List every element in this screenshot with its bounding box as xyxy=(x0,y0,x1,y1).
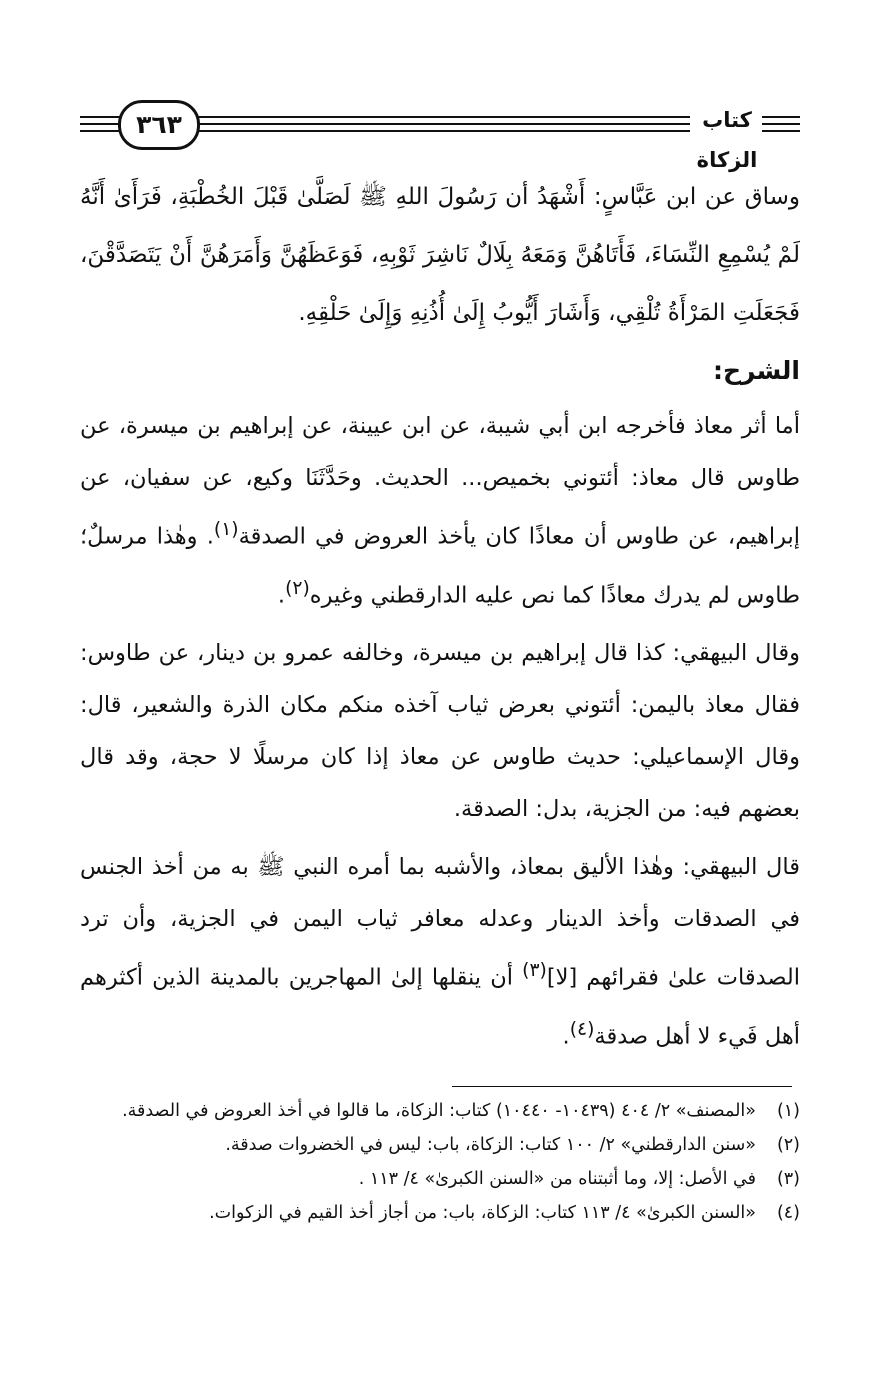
header-rule xyxy=(190,130,690,132)
footnote xyxy=(80,1162,800,1196)
footnote-number: (١) xyxy=(776,1101,800,1121)
footnote-number: (٣) xyxy=(776,1169,800,1189)
header-rule xyxy=(760,116,800,118)
header-rule xyxy=(80,130,120,132)
paragraph-text: . xyxy=(562,1023,570,1049)
page-body xyxy=(80,168,800,1062)
footnote-text: «السنن الكبرىٰ» ٤/ ١١٣ كتاب: الزكاة، باب: من أجاز أخذ القيم في الزكوات. xyxy=(209,1203,756,1223)
header-rule xyxy=(190,116,690,118)
footnote-text: «المصنف» ٢/ ٤٠٤ (١٠٤٣٩- ١٠٤٤٠) كتاب: الزكاة، ما قالوا في أخذ العروض في الصدقة. xyxy=(122,1101,756,1121)
header-rule xyxy=(760,123,800,125)
paragraph xyxy=(80,400,800,621)
page-header xyxy=(80,92,800,172)
paragraph-text: . xyxy=(277,582,286,608)
paragraph: وقال البيهقي: كذا قال إبراهيم بن ميسرة، وخالفه عمرو بن دينار، عن طاوس: فقال معاذ باليمن: أئتوني بعرض ثياب آخذه منكم مكان الذرة والشعير، قال: وقال الإسماعيلي: حديث طاوس عن معاذ إذا كان مرسلًا لا حجة، وقد قال بعضهم فيه: من الجزية، بدل: الصدقة. xyxy=(80,640,800,822)
footnote-separator xyxy=(452,1086,792,1087)
footnote xyxy=(80,1196,800,1230)
paragraph xyxy=(80,841,800,1062)
footnote xyxy=(80,1128,800,1162)
page-number: ٣٦٣ xyxy=(118,100,200,150)
section-heading: الشرح: xyxy=(713,356,800,385)
header-rule xyxy=(80,116,120,118)
footnote-ref: (٤) xyxy=(569,1018,595,1040)
footnote-text: في الأصل: إلا، وما أثبتناه من «السنن الكبرىٰ» ٤/ ١١٣ . xyxy=(358,1169,756,1189)
header-rule xyxy=(80,123,120,125)
footnote-text: «سنن الدارقطني» ٢/ ١٠٠ كتاب: الزكاة، باب: ليس في الخضروات صدقة. xyxy=(225,1135,756,1155)
paragraph-text: قال البيهقي: وهٰذا الأليق بمعاذ، والأشبه بما أمره النبي ﷺ به من أخذ الجنس في الصدقات وأخذ الدينار وعدله معافر ثياب اليمن في الجزية، وأن ترد الصدقات علىٰ فقرائهم [لا] xyxy=(80,854,800,991)
footnotes xyxy=(80,1094,800,1230)
footnote-number: (٢) xyxy=(776,1135,800,1155)
paragraph-text: أن ينقلها إلىٰ المهاجرين بالمدينة الذين أكثرهم أهل فَيء لا أهل صدقة xyxy=(80,964,800,1049)
footnote-number: (٤) xyxy=(776,1203,800,1223)
hadith-text: وساق عن ابن عَبَّاسٍ: أَشْهَدُ أن رَسُولَ اللهِ ﷺ لَصَلَّىٰ قَبْلَ الخُطْبَةِ، فَرَأَىٰ أَنَّهُ لَمْ يُسْمِعِ النِّسَاءَ، فَأَتَاهُنَّ وَمَعَهُ بِلَالٌ نَاشِرَ ثَوْبِهِ، فَوَعَظَهُنَّ وَأَمَرَهُنَّ أَنْ يَتَصَدَّقْنَ، فَجَعَلَتِ المَرْأَةُ تُلْقِي، وَأَشَارَ أَيُّوبُ إِلَىٰ أُذُنِهِ وَإِلَىٰ حَلْقِهِ. xyxy=(80,184,800,326)
header-rule xyxy=(190,123,690,125)
running-title: كتاب الزكاة xyxy=(692,100,762,180)
footnote-ref: (٣) xyxy=(522,960,547,981)
paragraph-text: أما أثر معاذ فأخرجه ابن أبي شيبة، عن ابن عيينة، عن إبراهيم بن ميسرة، عن طاوس قال معاذ: أئتوني بخميص... الحديث. وحَدَّثَنَا وكيع، عن سفيان، عن إبراهيم، عن طاوس أن معاذًا كان يأخذ العروض في الصدقة xyxy=(80,413,800,550)
footnote xyxy=(80,1094,800,1128)
header-rule xyxy=(760,130,800,132)
footnote-ref: (٢) xyxy=(285,577,310,599)
footnote-ref: (١) xyxy=(213,519,239,540)
paragraph-text: . وهٰذا مرسلٌ؛ طاوس لم يدرك معاذًا كما نص عليه الدارقطني وغيره xyxy=(80,523,800,608)
